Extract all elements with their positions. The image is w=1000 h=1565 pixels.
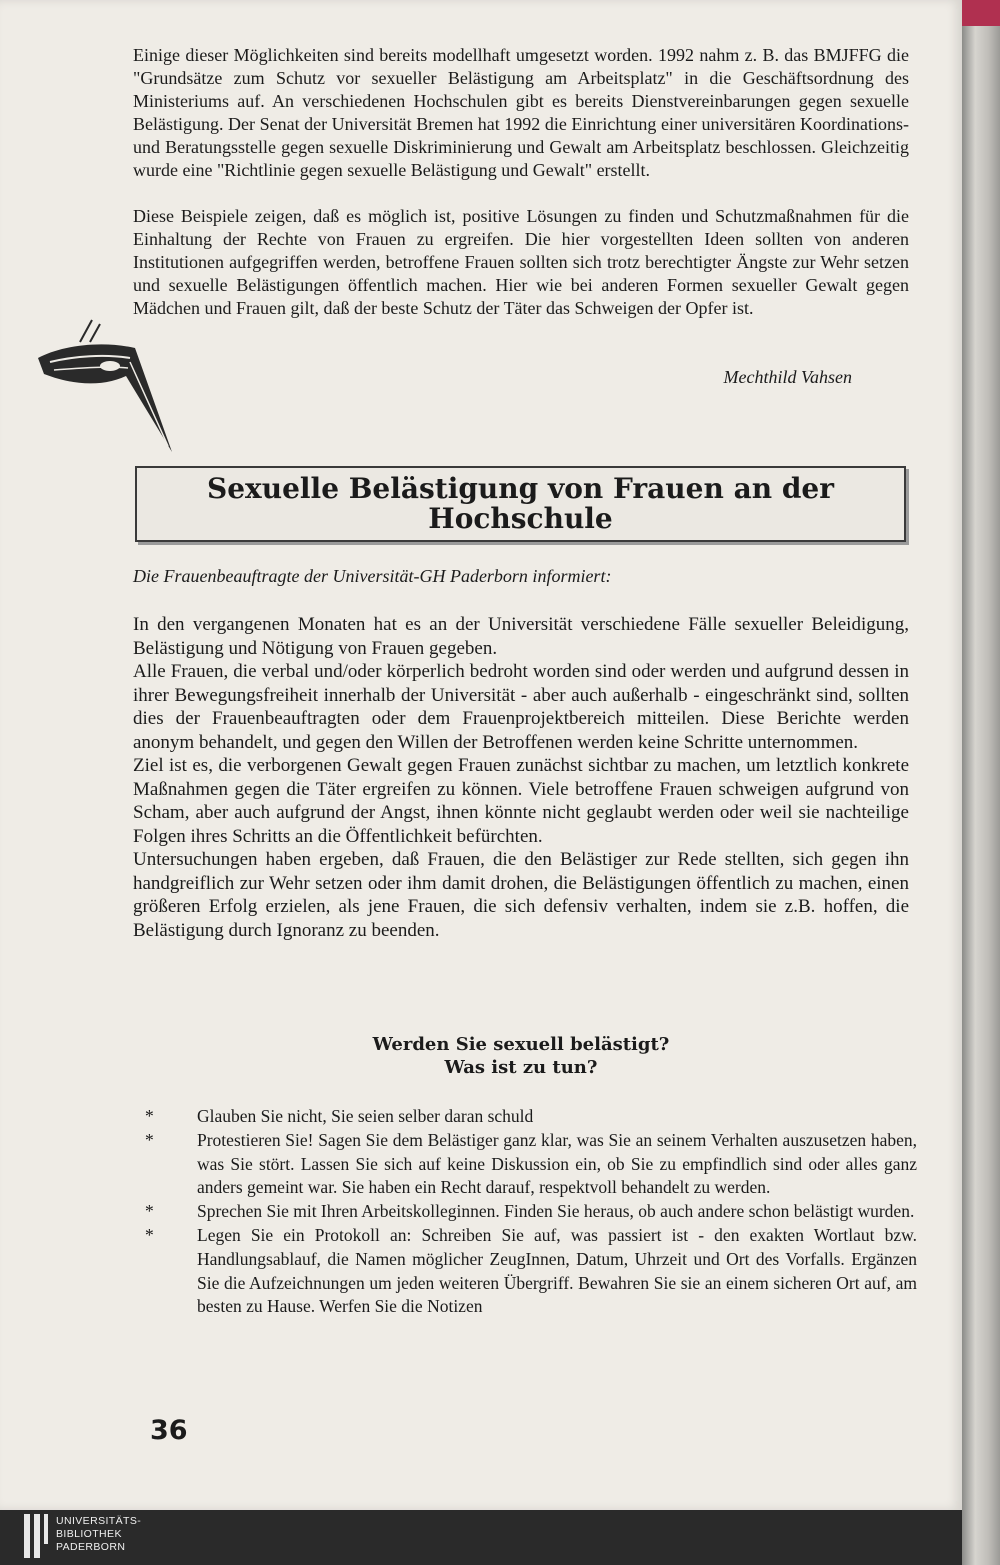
library-footer bbox=[0, 1510, 962, 1565]
asterisk-bullet: * bbox=[145, 1106, 154, 1126]
list-item: * Legen Sie ein Protokoll an: Schreiben Sie auf, was passiert ist - den exakten Wortlaut bzw. Handlungsablauf, die Namen möglicher ZeugInnen, Datum, Uhrzeit und Ort des Vorfalls. Ergänzen Sie die Aufzeichnungen um jeden weiteren Übergriff. Bewahren Sie sie an einem sicheren Ort auf, am besten zu Hause. Werfen Sie die Notizen bbox=[145, 1224, 917, 1317]
list-item: * Sprechen Sie mit Ihren Arbeitskolleginnen. Finden Sie heraus, ob auch andere schon belästigt wurden. bbox=[133, 1200, 917, 1224]
article1-paragraph-1: Einige dieser Möglichkeiten sind bereits modellhaft umgesetzt worden. 1992 nahm z. B. das BMJFFG die "Grundsätze zum Schutz vor sexueller Belästigung am Arbeitsplatz" in die Geschäftsordnung des Ministeriums auf. An verschiedenen Hochschulen gibt es bereits Dienstvereinbarungen gegen sexuelle Belästigung. Der Senat der Universität Bremen hat 1992 die Einrichtung einer universitären Koordinations- und Beratungsstelle gegen sexuelle Diskriminierung und Gewalt am Arbeitsplatz beschlossen. Gleichzeitig wurde eine "Richtlinie gegen sexuelle Belästigung und Gewalt" erstellt. bbox=[133, 45, 909, 180]
article1-paragraph-2: Diese Beispiele zeigen, daß es möglich ist, positive Lösungen zu finden und Schutzmaßnahmen für die Einhaltung der Rechte von Frauen zu ergreifen. Die hier vorgestellten Ideen sollten von anderen Institutionen aufgegriffen werden, betroffene Frauen sollten sich trotz berechtigter Ängste zur Wehr setzen und sexuelle Belästigungen öffentlich machen. Hier wie bei anderen Formen sexueller Gewalt gegen Mädchen und Frauen gilt, daß der beste Schutz der Täter das Schweigen der Opfer ist. bbox=[133, 206, 909, 318]
article2-question-heading bbox=[133, 1033, 909, 1079]
list-item: * Protestieren Sie! Sagen Sie dem Belästiger ganz klar, was Sie an seinem Verhalten auszusetzen haben, was Sie stört. Lassen Sie sich auf keine Diskussion ein, ob Sie zu empfindlich sind oder alles ganz anders gemeint war. Sie haben ein Recht darauf, respektvoll behandelt zu werden. bbox=[145, 1129, 917, 1198]
page-number: 36 bbox=[150, 1415, 188, 1446]
list-item: * Glauben Sie nicht, Sie seien selber daran schuld bbox=[133, 1105, 917, 1129]
asterisk-bullet: * bbox=[145, 1201, 154, 1222]
library-logo-icon bbox=[22, 1512, 52, 1560]
article2-title-line-2: Hochschule bbox=[428, 502, 613, 535]
advice-list bbox=[133, 1105, 917, 1319]
asterisk-bullet: * bbox=[145, 1224, 154, 1245]
article2-paragraph-1: In den vergangenen Monaten hat es an der Universität verschiedene Fälle sexueller Beleidigung, Belästigung und Nötigung von Frauen gegeben. bbox=[133, 614, 909, 659]
article2-title-line-1: Sexuelle Belästigung von Frauen an der bbox=[207, 472, 834, 505]
library-name: UNIVERSITÄTS- BIBLIOTHEK PADERBORN bbox=[56, 1515, 142, 1553]
article2-title-box bbox=[135, 466, 906, 542]
question-line-1: Werden Sie sexuell belästigt? bbox=[372, 1034, 670, 1055]
article2-paragraph-2: Alle Frauen, die verbal und/oder körperlich bedroht worden sind oder werden und aufgrund dessen in ihrer Bewegungsfreiheit innerhalb der Universität - aber auch außerhalb - eingeschränkt sind, sollten dies der Frauenbeauftragten oder dem Frauenprojektbereich mitteilen. Diese Berichte werden anonym behandelt, und gegen den Willen der Betroffenen werden keine Schritte unternommen. bbox=[133, 661, 909, 753]
article2-paragraph-3: Ziel ist es, die verborgenen Gewalt gegen Frauen zunächst sichtbar zu machen, um letztlich konkrete Maßnahmen gegen die Täter ergreifen zu können. Viele betroffene Frauen schweigen aufgrund von Scham, aber auch aufgrund der Angst, ihnen könnte nicht geglaubt werden oder weil sie nachteilige Folgen ihres Schritts an die Öffentlichkeit befürchten. bbox=[133, 755, 909, 847]
article2-paragraph-4: Untersuchungen haben ergeben, daß Frauen, die den Belästiger zur Rede stellten, sich gegen ihn handgreiflich zur Wehr setzen oder ihm damit drohen, die Belästigungen öffentlich zu machen, einen größeren Erfolg erzielen, als jene Frauen, die sich defensiv verhalten, indem sie z.B. hoffen, die Belästigung durch Ignoranz zu beenden. bbox=[133, 849, 909, 941]
article2-subtitle: Die Frauenbeauftragte der Universität-GH Paderborn informiert: bbox=[133, 566, 612, 586]
quill-pen-icon bbox=[30, 318, 180, 458]
question-line-2: Was ist zu tun? bbox=[444, 1057, 598, 1078]
asterisk-bullet: * bbox=[145, 1129, 154, 1150]
article2-body bbox=[133, 613, 909, 942]
article1-author: Mechthild Vahsen bbox=[723, 367, 852, 387]
spine-color-tab bbox=[962, 0, 1000, 26]
book-spine bbox=[962, 0, 1000, 1565]
